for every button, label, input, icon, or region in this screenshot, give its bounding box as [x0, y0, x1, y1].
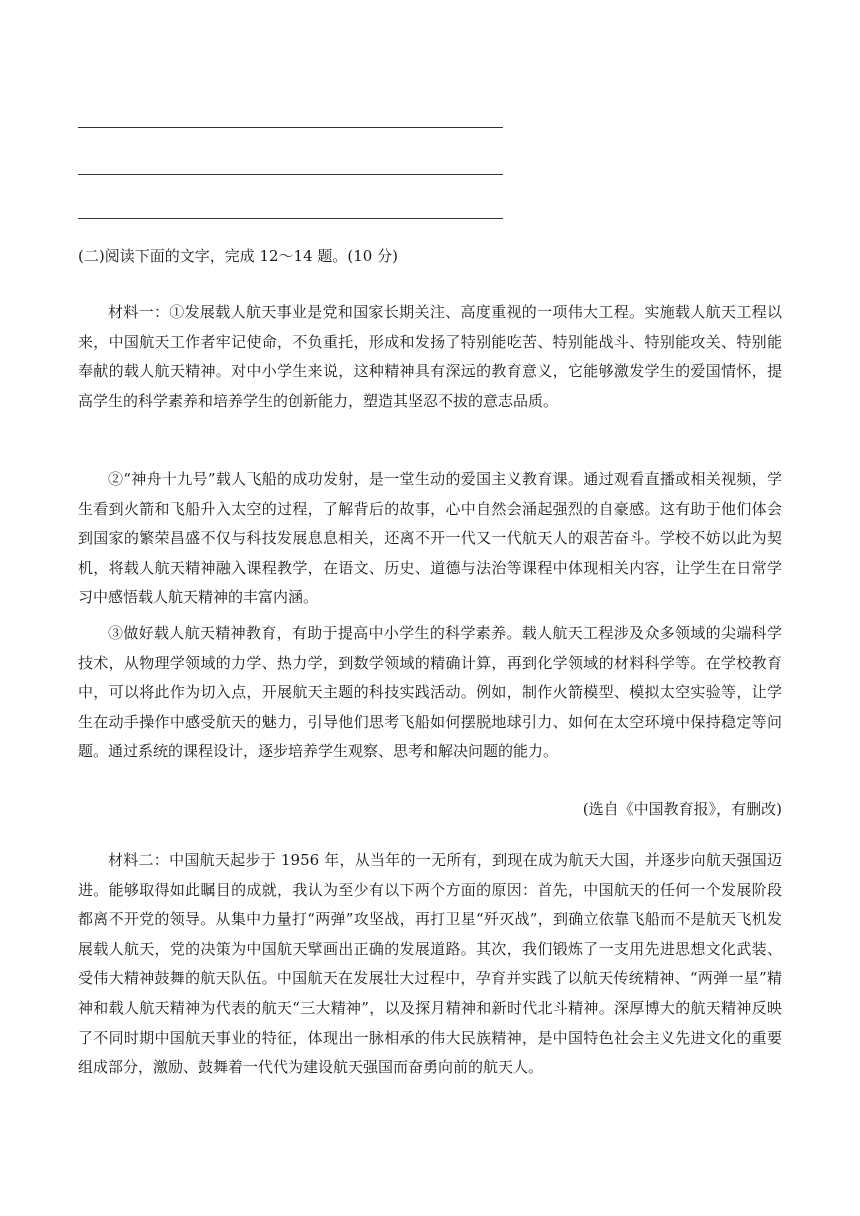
material-one-paragraph-1: 材料一：①发展载人航天事业是党和国家长期关注、高度重视的一项伟大工程。实施载人航天工程以来，中国航天工作者牢记使命，不负重托，形成和发扬了特别能吃苦、特别能战斗、特别能攻关、特别能奉献的载人航天精神。对中小学生来说，这种精神具有深远的教育意义，它能够激发学生的爱国情怀，提高学生的科学素养和培养学生的创新能力，塑造其坚忍不拔的意志品质。	[78, 303, 782, 410]
material-two-paragraph: 材料二：中国航天起步于 1956 年，从当年的一无所有，到现在成为航天大国，并逐步向航天强国迈进。能够取得如此瞩目的成就，我认为至少有以下两个方面的原因：首先，中国航天的任何一个发展阶段都离不开党的领导。从集中力量打“两弹”攻坚战，再打卫星“歼灭战”，到确立依靠飞船而不是航天飞机发展载人航天，党的决策为中国航天擘画出正确的发展道路。其次，我们锻炼了一支用先进思想文化武装、受伟大精神鼓舞的航天队伍。中国航天在发展壮大过程中，孕育并实践了以航天传统精神、“两弹一星”精神和载人航天精神为代表的航天“三大精神”，以及探月精神和新时代北斗精神。深厚博大的航天精神反映了不同时期中国航天事业的特征，体现出一脉相承的伟大民族精神，是中国特色社会主义先进文化的重要组成部分，激励、鼓舞着一代代为建设航天强国而奋勇向前的航天人。	[78, 851, 782, 1077]
answer-line-2	[78, 174, 503, 175]
source-citation: (选自《中国教育报》，有删改)	[582, 800, 782, 818]
material-one-paragraph-3: ③做好载人航天精神教育，有助于提高中小学生的科学素养。载人航天工程涉及众多领域的尖端科学技术，从物理学领域的力学、热力学，到数学领域的精确计算，再到化学领域的材料科学等。在学校教育中，可以将此作为切入点，开展航天主题的科技实践活动。例如，制作火箭模型、模拟太空实验等，让学生在动手操作中感受航天的魅力，引导他们思考飞船如何摆脱地球引力、如何在太空环境中保持稳定等问题。通过系统的课程设计，逐步培养学生观察、思考和解决问题的能力。	[78, 624, 782, 761]
answer-line-1	[78, 127, 503, 128]
section-heading: (二)阅读下面的文字，完成 12～14 题。(10 分)	[78, 247, 398, 265]
material-one-paragraph-2: ②“神舟十九号”载人飞船的成功发射，是一堂生动的爱国主义教育课。通过观看直播或相关视频，学生看到火箭和飞船升入太空的过程，了解背后的故事，心中自然会涌起强烈的自豪感。这有助于他们体会到国家的繁荣昌盛不仅与科技发展息息相关，还离不开一代又一代航天人的艰苦奋斗。学校不妨以此为契机，将载人航天精神融入课程教学，在语文、历史、道德与法治等课程中体现相关内容，让学生在日常学习中感悟载人航天精神的丰富内涵。	[78, 470, 782, 607]
answer-line-3	[78, 218, 503, 219]
